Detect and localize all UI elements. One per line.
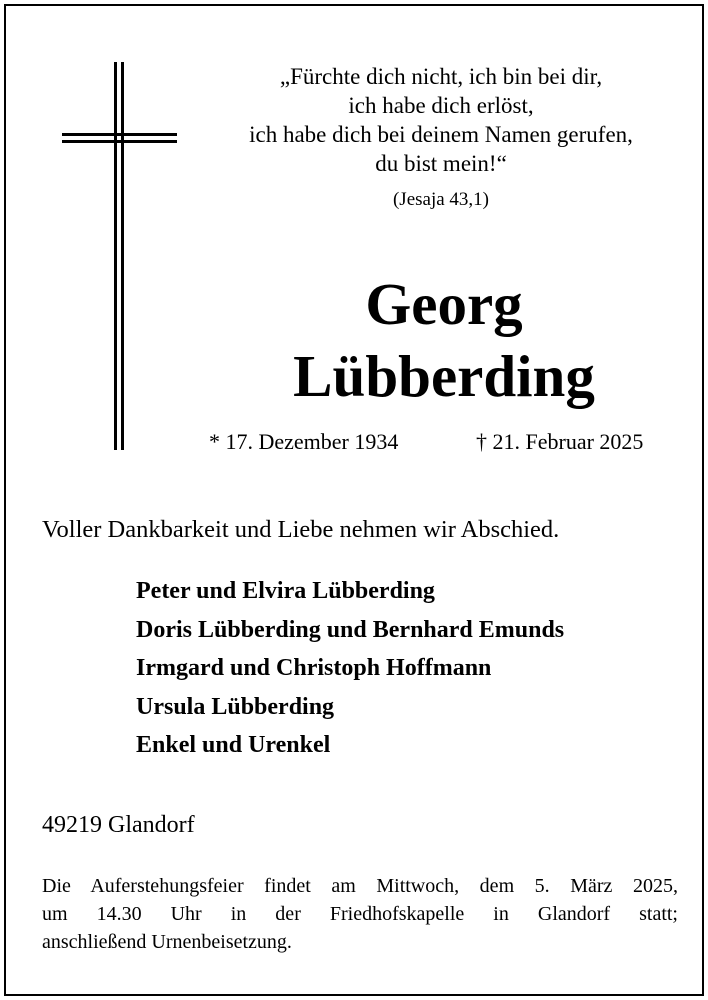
- death-date: † 21. Februar 2025: [476, 429, 644, 454]
- ceremony-line: anschließend Urnenbeisetzung.: [42, 931, 292, 953]
- place: 49219 Glandorf: [42, 812, 195, 838]
- last-name: Lübberding: [293, 343, 595, 409]
- verse-source: (Jesaja 43,1): [392, 189, 490, 210]
- verse-line: ich habe dich erlöst,: [348, 93, 534, 118]
- ceremony-line: um 14.30 Uhr in der Friedhofskapelle in Glandorf statt;: [42, 903, 678, 925]
- verse-line: du bist mein!“: [375, 151, 507, 176]
- farewell-text: Voller Dankbarkeit und Liebe nehmen wir Abschied.: [42, 516, 560, 543]
- first-name: Georg: [365, 271, 523, 337]
- mourner: Peter und Elvira Lübberding: [136, 578, 435, 604]
- mourners-list: [136, 572, 564, 765]
- bible-verse: [206, 62, 676, 178]
- mourner: Doris Lübberding und Bernhard Emunds: [136, 616, 565, 643]
- obituary-frame: [4, 4, 704, 996]
- verse-line: ich habe dich bei deinem Namen gerufen,: [249, 122, 633, 147]
- ceremony-info: [42, 872, 678, 956]
- deceased-name: [206, 268, 682, 412]
- cross-icon: [62, 62, 182, 452]
- mourner: Irmgard und Christoph Hoffmann: [136, 655, 492, 681]
- verse-line: „Fürchte dich nicht, ich bin bei dir,: [279, 64, 603, 89]
- ceremony-line: Die Auferstehungsfeier findet am Mittwoch, dem 5. März 2025,: [42, 875, 678, 897]
- mourner: Enkel und Urenkel: [136, 732, 331, 758]
- birth-date: * 17. Dezember 1934: [209, 429, 399, 454]
- mourner: Ursula Lübberding: [136, 693, 335, 720]
